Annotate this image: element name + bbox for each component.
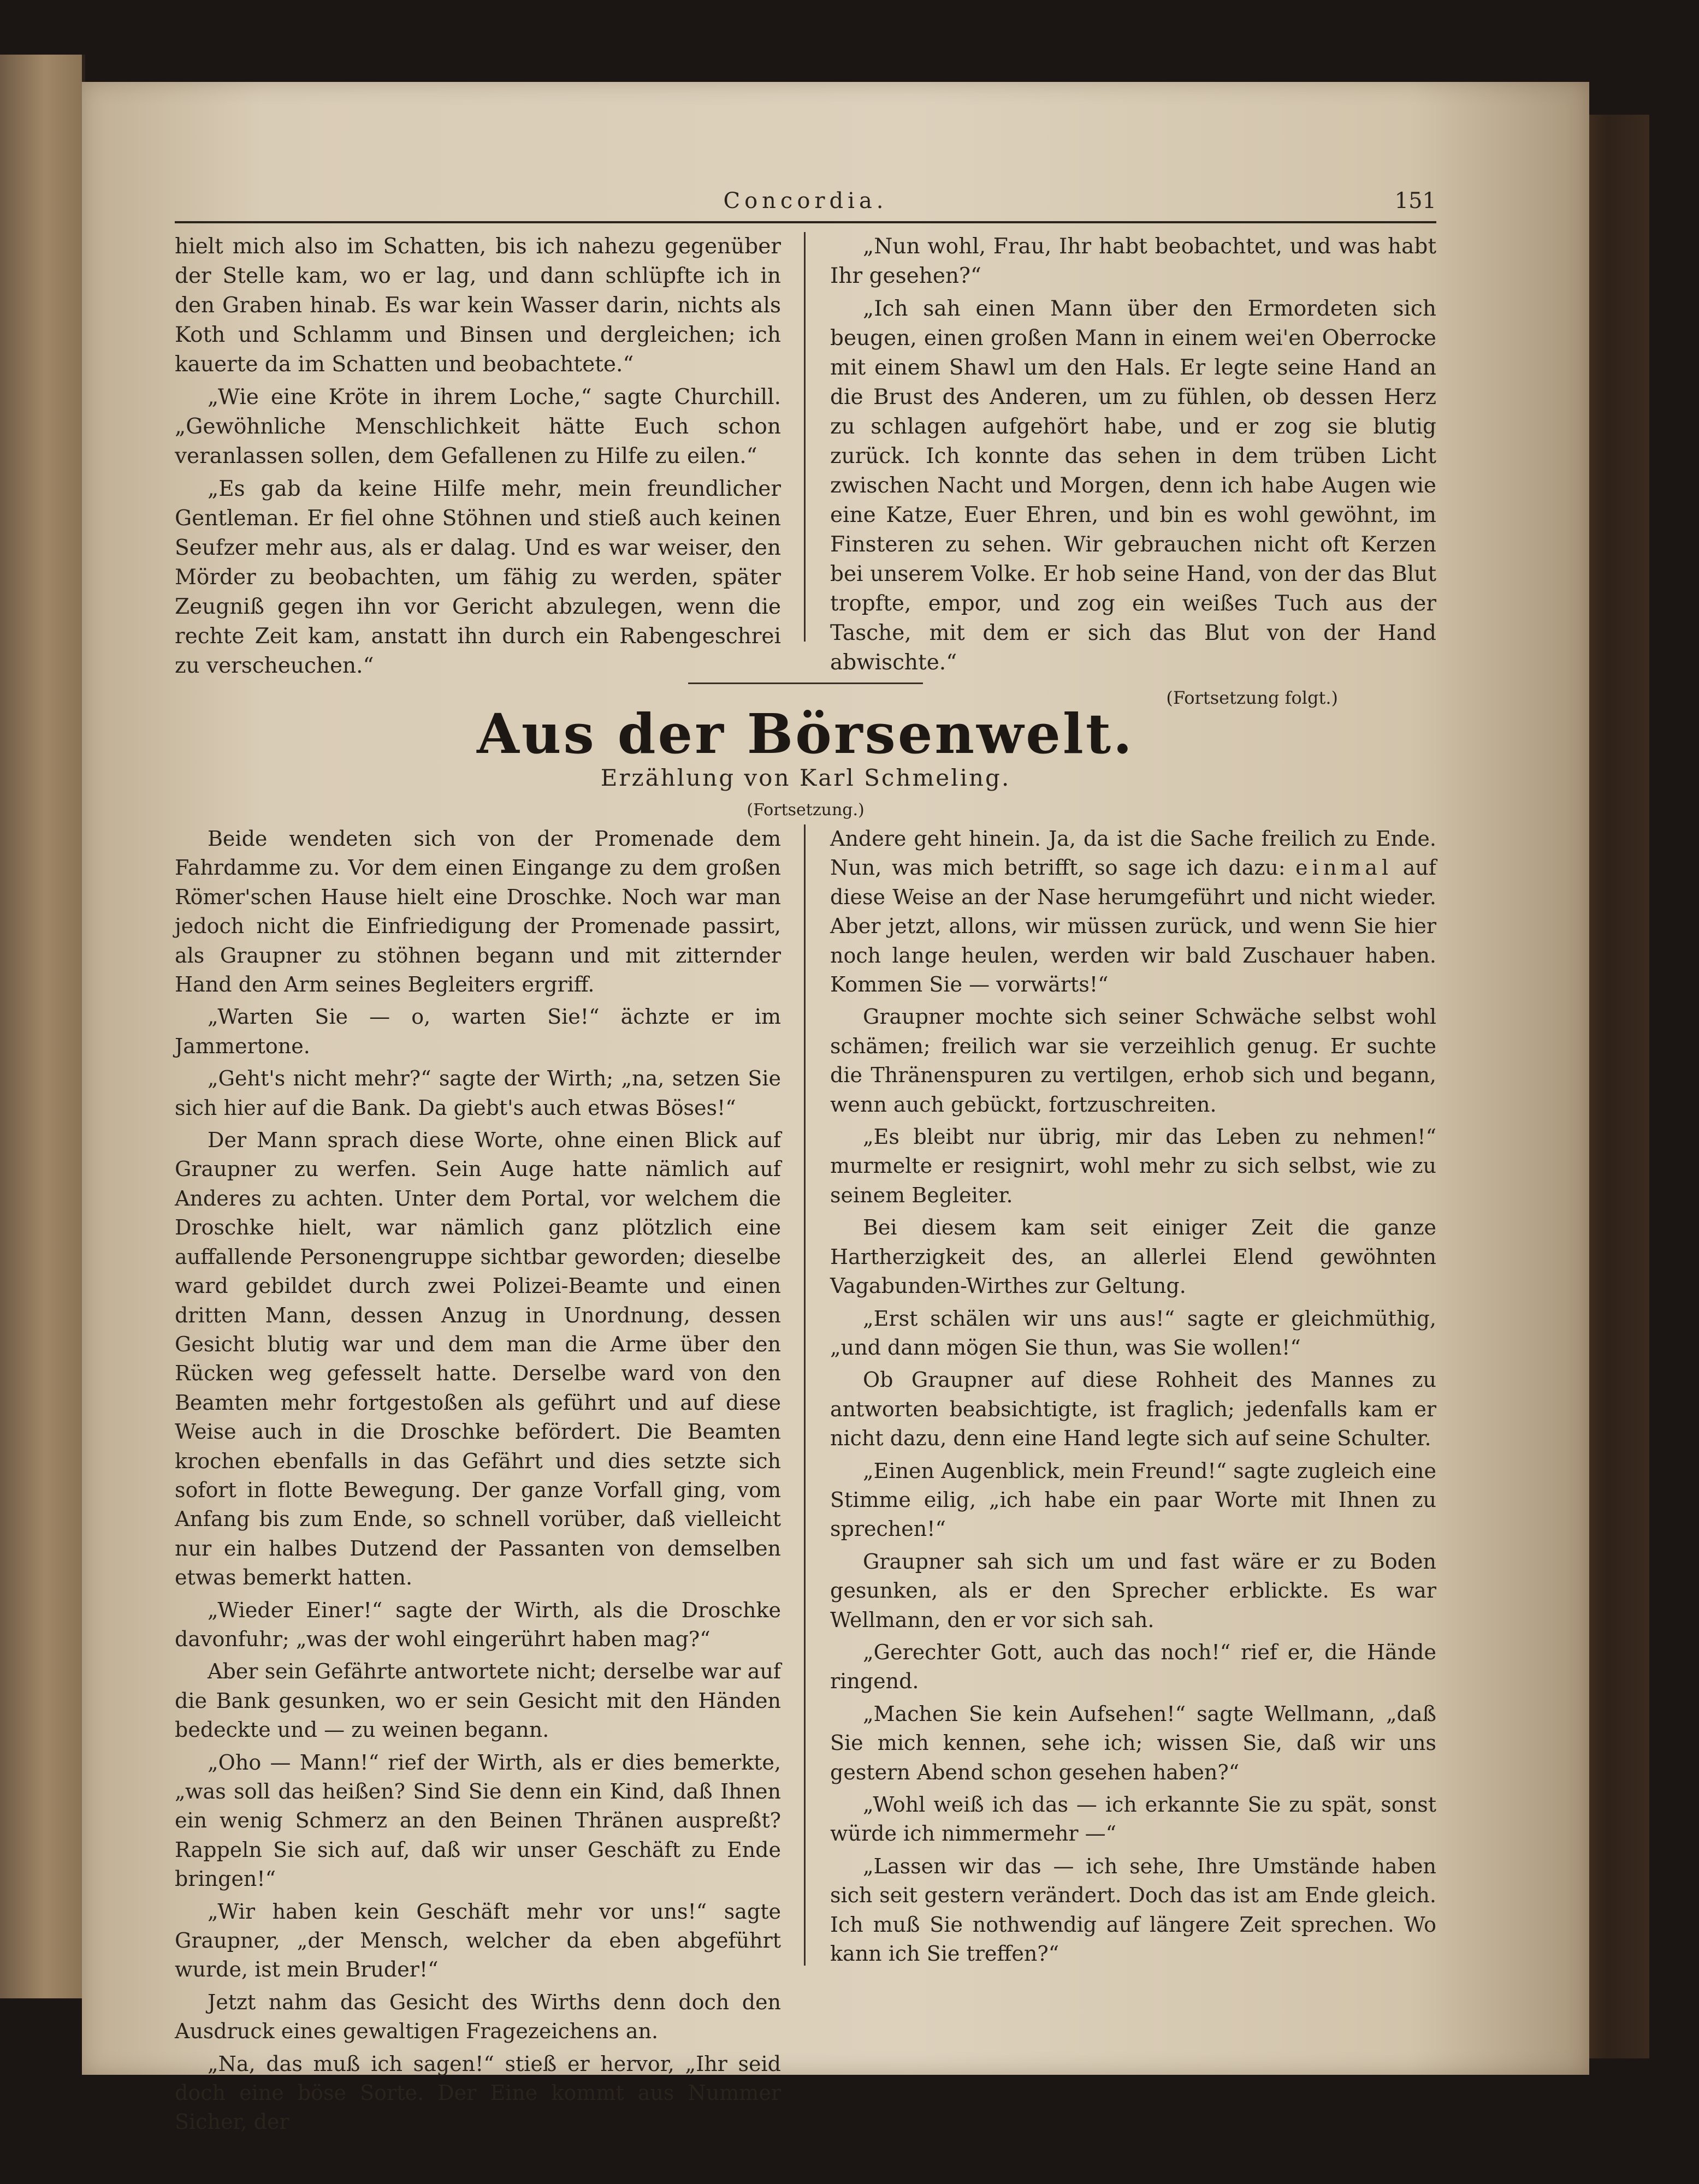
continuation-note: (Fortsetzung folgt.) xyxy=(1166,687,1338,708)
emphasized-word: einmal xyxy=(1295,856,1393,880)
facing-page-edge xyxy=(0,55,85,1998)
paragraph: „Einen Augenblick, mein Freund!“ sagte zugleich eine Stimme eilig, „ich habe ein paar Worte mit Ihnen zu sprechen!“ xyxy=(830,1458,1436,1541)
paragraph: Ob Graupner auf diese Rohheit des Mannes zu antworten beabsichtigte, ist fraglich; jedenfalls kam er nicht dazu, denn eine Hand legte sich auf seine Schulter. xyxy=(830,1368,1436,1451)
story-byline: Erzählung von Karl Schmeling. xyxy=(600,764,1011,791)
paragraph: „Oho — Mann!“ rief der Wirth, als er dies bemerkte, „was soll das heißen? Sind Sie denn ein Kind, daß Ihnen ein wenig Schmerz an den Beinen Thränen auspreßt? Rappeln Sie sich auf, daß wir unser Geschäft zu Ende bringen!“ xyxy=(175,1750,781,1891)
text-run: Andere geht hinein. Ja, da ist die Sache freilich zu Ende. Nun, was mich betrifft, so sage ich dazu: xyxy=(830,827,1436,880)
journal-title: Concordia. xyxy=(723,188,888,213)
paragraph xyxy=(830,824,1436,999)
story2-left-column xyxy=(175,824,781,2140)
page-number: 151 xyxy=(1394,188,1436,213)
paragraph: Beide wendeten sich von der Promenade dem Fahrdamme zu. Vor dem einen Eingange zu dem großen Römer'schen Hause hielt eine Droschke. Noch war man jedoch nicht die Einfriedigung der Promenade passirt, als Graupner zu stöhnen begann und mit zitternder Hand den Arm seines Begleiters ergriff. xyxy=(175,827,781,997)
column-divider xyxy=(804,232,806,642)
section-divider xyxy=(688,682,923,684)
paragraph: „Lassen wir das — ich sehe, Ihre Umstände haben sich seit gestern verändert. Doch das ist am Ende gleich. Ich muß Sie nothwendig auf längere Zeit sprechen. Wo kann ich Sie treffen?“ xyxy=(830,1854,1436,1966)
paragraph: Bei diesem kam seit einiger Zeit die ganze Hartherzigkeit des, an allerlei Elend gewöhnten Vagabunden-Wirthes zur Geltung. xyxy=(830,1215,1436,1298)
paragraph: „Es gab da keine Hilfe mehr, mein freundlicher Gentleman. Er fiel ohne Stöhnen und stieß auch keinen Seufzer mehr aus, als er dalag. Und es war weiser, den Mörder zu beobachten, um fähig zu werden, später Zeugniß gegen ihn vor Gericht abzulegen, wenn die rechte Zeit kam, anstatt ihn durch ein Rabengeschrei zu verscheuchen.“ xyxy=(175,477,781,678)
paragraph: „Wir haben kein Geschäft mehr vor uns!“ sagte Graupner, „der Mensch, welcher da eben abgeführt wurde, ist mein Bruder!“ xyxy=(175,1899,781,1982)
story1-left-column xyxy=(175,232,781,684)
story2-right-column xyxy=(830,824,1436,1972)
paragraph: „Na, das muß ich sagen!“ stieß er hervor, „Ihr seid doch eine böse Sorte. Der Eine kommt aus Nummer Sicher, der xyxy=(175,2051,781,2134)
story1-right-column xyxy=(830,232,1436,716)
paragraph: „Wieder Einer!“ sagte der Wirth, als die Droschke davonfuhr; „was der wohl eingerührt haben mag?“ xyxy=(175,1598,781,1651)
paragraph: Der Mann sprach diese Worte, ohne einen Blick auf Graupner zu werfen. Sein Auge hatte nämlich auf Anderes zu achten. Unter dem Portal, vor welchem die Droschke hielt, war nämlich ganz plötzlich eine auffallende Personengruppe sichtbar geworden; dieselbe ward gebildet durch zwei Polizei-Beamte und einen dritten Mann, dessen Anzug in Unordnung, dessen Gesicht blutig war und dem man die Arme über den Rücken weg gefesselt hatte. Derselbe ward von den Beamten mehr fortgestoßen als geführt und auf diese Weise auch in die Droschke befördert. Die Beamten krochen ebenfalls in das Gefährt und dies setzte sich sofort in flotte Bewegung. Der ganze Vorfall ging, vom Anfang bis zum Ende, so schnell vorüber, daß vielleicht nur ein halbes Dutzend der Passanten von demselben etwas bemerkt hatten. xyxy=(175,1128,781,1590)
story-note: (Fortsetzung.) xyxy=(747,800,865,820)
paragraph: „Es bleibt nur übrig, mir das Leben zu nehmen!“ murmelte er resignirt, wohl mehr zu sich selbst, wie zu seinem Begleiter. xyxy=(830,1125,1436,1207)
paragraph: „Ich sah einen Mann über den Ermordeten sich beugen, einen großen Mann in einem wei'en Oberrocke mit einem Shawl um den Hals. Er legte seine Hand an die Brust des Anderen, um zu fühlen, ob dessen Herz zu schlagen aufgehört habe, und er zog sie blutig zurück. Ich konnte das sehen in dem trüben Licht zwischen Nacht und Morgen, denn ich habe Augen wie eine Katze, Euer Ehren, und bin es wohl gewöhnt, im Finsteren zu sehen. Wir gebrauchen nicht oft Kerzen bei unserem Volke. Er hob seine Hand, von der das Blut tropfte, empor, und zog ein weißes Tuch aus der Tasche, mit dem er sich das Blut von der Hand abwischte.“ xyxy=(830,296,1436,675)
paragraph: „Geht's nicht mehr?“ sagte der Wirth; „na, setzen Sie sich hier auf die Bank. Da giebt's auch etwas Böses!“ xyxy=(175,1066,781,1120)
paragraph: „Wohl weiß ich das — ich erkannte Sie zu spät, sonst würde ich nimmermehr —“ xyxy=(830,1793,1436,1846)
text-run: auf diese Weise an der Nase herumgeführt und nicht wieder. Aber jetzt, allons, wir müssen zurück, und wenn Sie hier noch lange heulen, werden wir bald Zuschauer haben. Kommen Sie — vorwärts!“ xyxy=(830,856,1436,997)
paragraph: „Wie eine Kröte in ihrem Loche,“ sagte Churchill. „Gewöhnliche Menschlichkeit hätte Euch schon veranlassen sollen, dem Gefallenen zu Hilfe zu eilen.“ xyxy=(175,385,781,468)
paragraph: „Gerechter Gott, auch das noch!“ rief er, die Hände ringend. xyxy=(830,1640,1436,1694)
paragraph: „Warten Sie — o, warten Sie!“ ächzte er im Jammertone. xyxy=(175,1005,781,1058)
paragraph: Graupner sah sich um und fast wäre er zu Boden gesunken, als er den Sprecher erblickte. Es war Wellmann, den er vor sich sah. xyxy=(830,1549,1436,1632)
paragraph: Aber sein Gefährte antwortete nicht; derselbe war auf die Bank gesunken, wo er sein Gesicht mit den Händen bedeckte und — zu weinen begann. xyxy=(175,1659,781,1742)
paragraph: Graupner mochte sich seiner Schwäche selbst wohl schämen; freilich war sie verzeihlich genug. Er suchte die Thränenspuren zu vertilgen, erhob sich und begann, wenn auch gebückt, fortzuschreiten. xyxy=(830,1005,1436,1117)
paragraph: „Erst schälen wir uns aus!“ sagte er gleichmüthig, „und dann mögen Sie thun, was Sie wollen!“ xyxy=(830,1306,1436,1360)
paragraph: Jetzt nahm das Gesicht des Wirths denn doch den Ausdruck eines gewaltigen Fragezeichens an. xyxy=(175,1990,781,2044)
story-title: Aus der Börsenwelt. xyxy=(477,702,1134,766)
page-header xyxy=(175,188,1436,223)
paragraph: „Machen Sie kein Aufsehen!“ sagte Wellmann, „daß Sie mich kennen, sehe ich; wissen Sie, daß wir uns gestern Abend schon gesehen haben?“ xyxy=(830,1701,1436,1784)
paragraph: „Nun wohl, Frau, Ihr habt beobachtet, und was habt Ihr gesehen?“ xyxy=(830,234,1436,288)
paragraph: hielt mich also im Schatten, bis ich nahezu gegenüber der Stelle kam, wo er lag, und dann schlüpfte ich in den Graben hinab. Es war kein Wasser darin, nichts als Koth und Schlamm und Binsen und dergleichen; ich kauerte da im Schatten und beobachtete.“ xyxy=(175,234,781,377)
column-divider xyxy=(804,824,806,1966)
